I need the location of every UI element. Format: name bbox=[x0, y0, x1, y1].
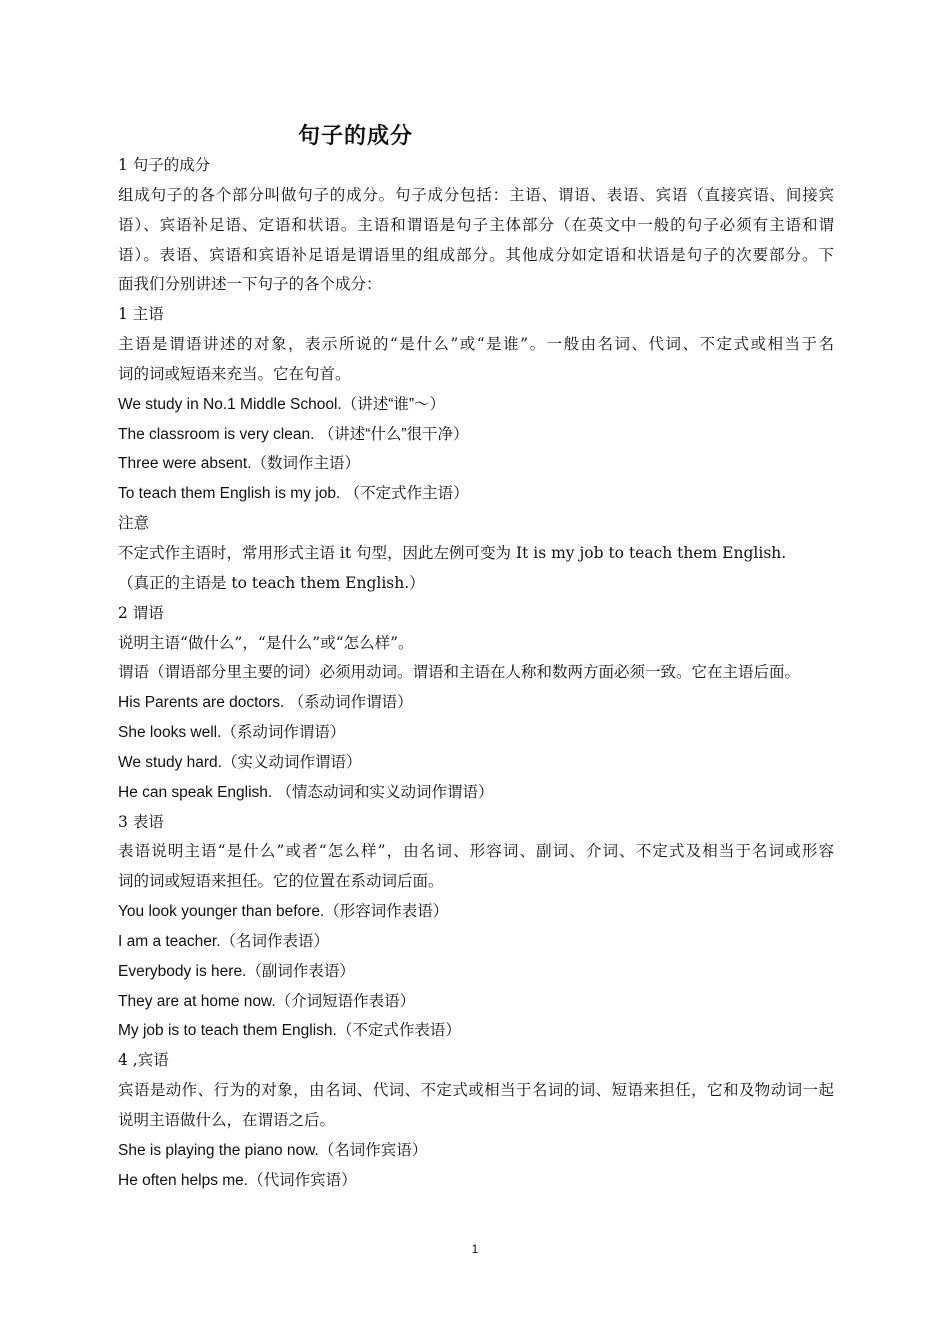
paragraph-line: 词的词或短语来充当。它在句首。 bbox=[118, 364, 351, 383]
example-sentence: My job is to teach them English.（不定式作表语） bbox=[118, 1022, 461, 1040]
example-sentence: We study hard.（实义动词作谓语） bbox=[118, 753, 362, 771]
paragraph-line: 谓语（谓语部分里主要的词）必须用动词。谓语和主语在人称和数两方面必须一致。它在主语后面。 bbox=[118, 663, 801, 682]
document-body bbox=[118, 151, 834, 1196]
example-sentence: We study in No.1 Middle School.（讲述“谁”～） bbox=[118, 395, 446, 413]
example-sentence: I am a teacher.（名词作表语） bbox=[118, 932, 330, 950]
note-heading: 注意 bbox=[118, 514, 150, 533]
example-sentence: She is playing the piano now.（名词作宾语） bbox=[118, 1141, 428, 1159]
example-sentence: She looks well.（系动词作谓语） bbox=[118, 724, 346, 742]
section-heading: 2 谓语 bbox=[118, 603, 164, 622]
example-sentence: His Parents are doctors. （系动词作谓语） bbox=[118, 694, 413, 712]
paragraph-line: 词的词或短语来担任。它的位置在系动词后面。 bbox=[118, 872, 444, 891]
page-number: 1 bbox=[471, 1242, 479, 1256]
paragraph-line: 语）。表语、宾语和宾语补足语是谓语里的组成部分。其他成分如定语和状语是句子的次要部分。下 bbox=[118, 245, 834, 264]
paragraph-line: 宾语是动作、行为的对象，由名词、代词、不定式或相当于名词的词、短语来担任，它和及物动词一起 bbox=[118, 1081, 834, 1100]
example-sentence: To teach them English is my job. （不定式作主语） bbox=[118, 485, 469, 503]
example-sentence: He often helps me.（代词作宾语） bbox=[118, 1171, 357, 1189]
section-heading: 1 主语 bbox=[118, 305, 164, 324]
paragraph-line: 表语说明主语“是什么”或者“怎么样”，由名词、形容词、副词、介词、不定式及相当于名词或形容 bbox=[118, 842, 834, 861]
example-sentence: Everybody is here.（副词作表语） bbox=[118, 962, 355, 980]
paragraph-line: 组成句子的各个部分叫做句子的成分。句子成分包括：主语、谓语、表语、宾语（直接宾语、间接宾 bbox=[118, 185, 834, 204]
section-heading: 3 表语 bbox=[118, 812, 164, 831]
paragraph-line: 说明主语“做什么”，“是什么”或“怎么样”。 bbox=[118, 633, 414, 652]
example-sentence: Three were absent.（数词作主语） bbox=[118, 455, 361, 473]
paragraph-line: 面我们分别讲述一下句子的各个成分： bbox=[118, 275, 382, 294]
section-heading: 1 句子的成分 bbox=[118, 156, 211, 174]
example-sentence: He can speak English. （情态动词和实义动词作谓语） bbox=[118, 783, 494, 801]
paragraph-line: 主语是谓语讲述的对象，表示所说的“是什么”或“是谁”。一般由名词、代词、不定式或相当于名 bbox=[118, 335, 834, 354]
paragraph-line: 说明主语做什么，在谓语之后。 bbox=[118, 1111, 336, 1129]
paragraph-line: 不定式作主语时，常用形式主语 it 句型，因此左例可变为 It is my job to teach them English. bbox=[118, 543, 787, 562]
paragraph-line: 语）、宾语补足语、定语和状语。主语和谓语是句子主体部分（在英文中一般的句子必须有主语和谓 bbox=[118, 215, 834, 234]
example-sentence: You look younger than before.（形容词作表语） bbox=[118, 903, 449, 921]
example-sentence: The classroom is very clean. （讲述“什么”很干净） bbox=[118, 425, 469, 443]
section-heading: 4 ,宾语 bbox=[118, 1051, 169, 1070]
example-sentence: They are at home now.（介词短语作表语） bbox=[118, 992, 416, 1010]
page-title: 句子的成分 bbox=[298, 124, 414, 149]
paragraph-line: （真正的主语是 to teach them English.） bbox=[118, 573, 425, 592]
